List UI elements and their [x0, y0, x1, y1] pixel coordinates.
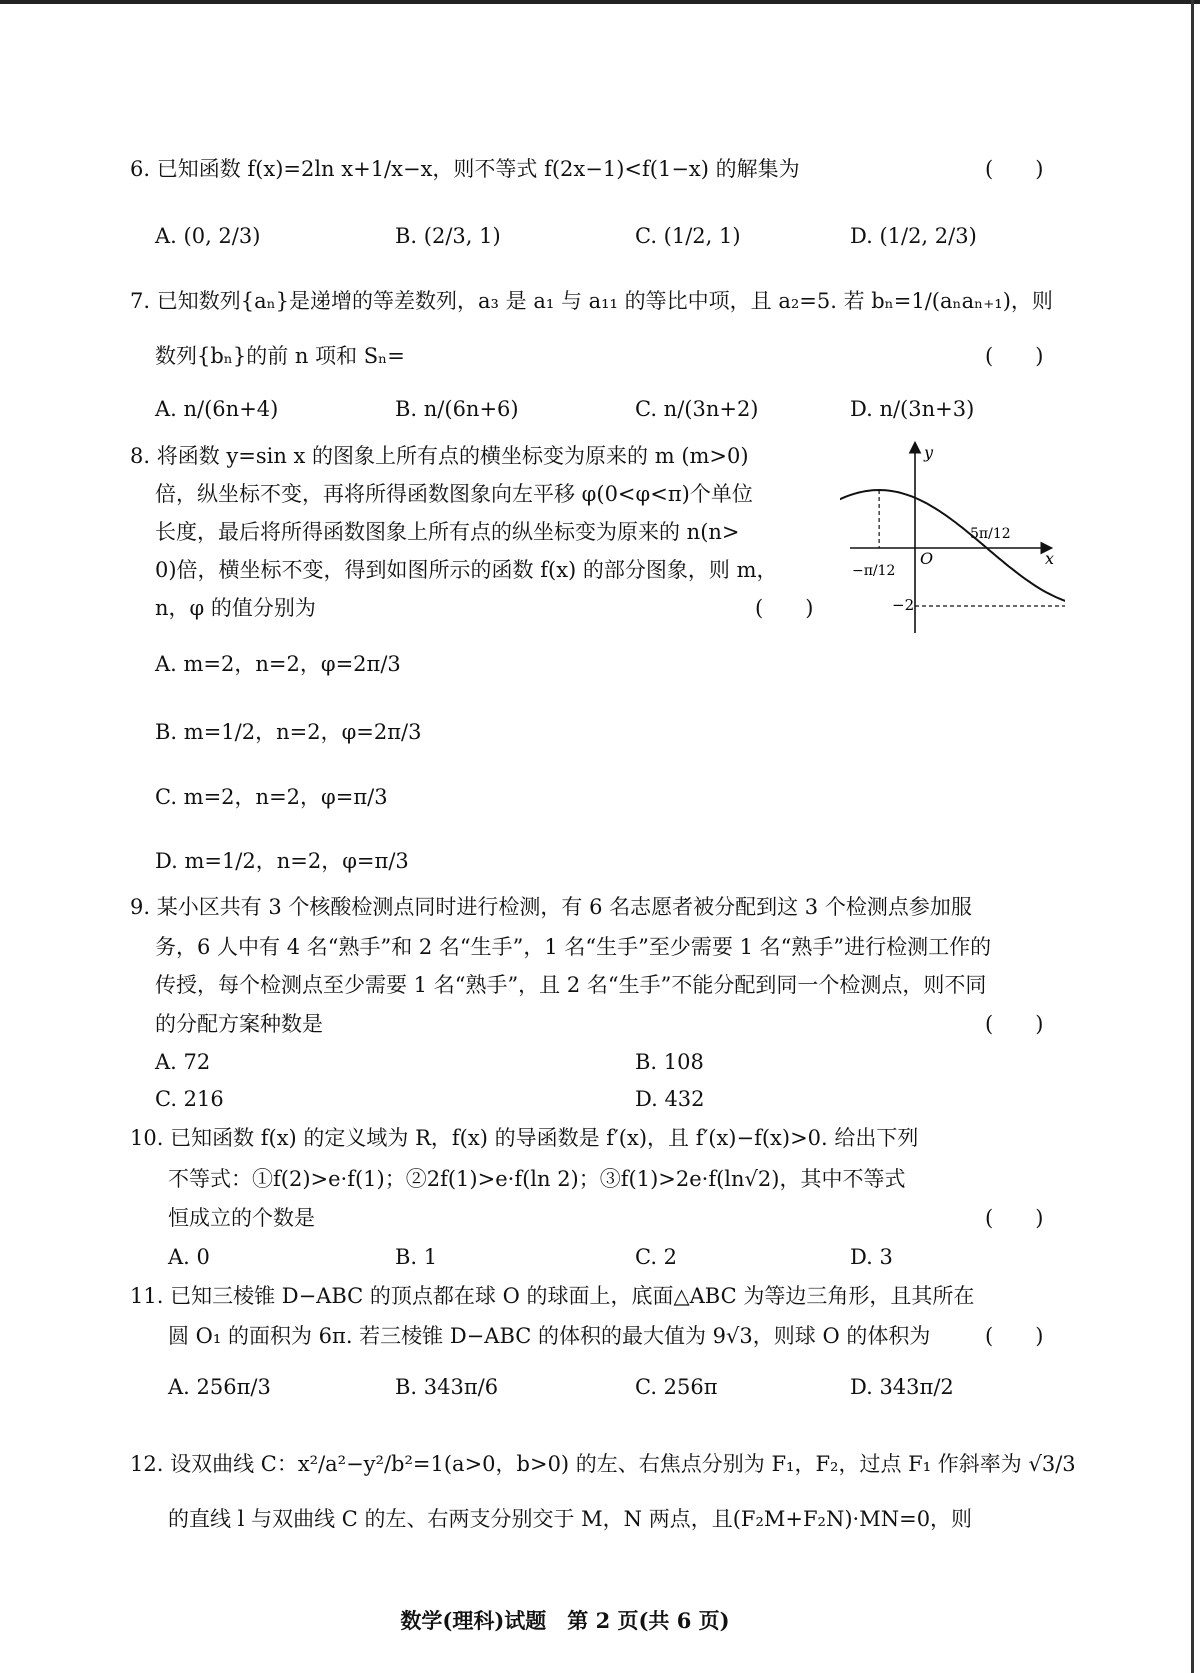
q6-paren: ( )	[985, 157, 1044, 181]
q8-line-4: 0)倍，横坐标不变，得到如图所示的函数 f(x) 的部分图象，则 m，	[155, 558, 778, 582]
q10-line-3: 恒成立的个数是	[168, 1206, 315, 1230]
q8-paren: ( )	[755, 596, 814, 620]
q9-option-a: A. 72	[155, 1050, 211, 1074]
q9-line-2: 务，6 人中有 4 名“熟手”和 2 名“生手”，1 名“生手”至少需要 1 名“熟手”进行检测工作的	[155, 935, 992, 959]
q8-line-5: n，φ 的值分别为	[155, 596, 316, 620]
q8-line-2: 倍，纵坐标不变，再将所得函数图象向左平移 φ(0<φ<π)个单位	[155, 482, 753, 506]
q7-option-a: A. n/(6n+4)	[155, 397, 279, 421]
q7-line-1: 7. 已知数列{aₙ}是递增的等差数列，a₃ 是 a₁ 与 a₁₁ 的等比中项，且 a₂=5. 若 bₙ=1/(aₙaₙ₊₁)，则	[130, 289, 1053, 313]
q12-line-2: 的直线 l 与双曲线 C 的左、右两支分别交于 M，N 两点，且(F₂M+F₂N)·MN=0，则	[168, 1507, 973, 1531]
y-axis-label: y	[924, 443, 934, 462]
top-border	[0, 0, 1200, 4]
q8-line-3: 长度，最后将所得函数图象上所有点的纵坐标变为原来的 n(n>	[155, 520, 740, 544]
q7-option-c: C. n/(3n+2)	[635, 397, 759, 421]
q9-option-d: D. 432	[635, 1087, 705, 1111]
q7-line-2: 数列{bₙ}的前 n 项和 Sₙ=	[155, 344, 405, 368]
q6-option-d: D. (1/2, 2/3)	[850, 224, 977, 248]
q10-option-c: C. 2	[635, 1245, 678, 1269]
q7-option-d: D. n/(3n+3)	[850, 397, 975, 421]
q10-option-b: B. 1	[395, 1245, 438, 1269]
q11-option-d: D. 343π/2	[850, 1375, 954, 1399]
tick-right-label: 5π/12	[970, 526, 1011, 542]
tick-min-label: −2	[892, 596, 915, 614]
origin-label: O	[920, 549, 934, 568]
q7-option-b: B. n/(6n+6)	[395, 397, 519, 421]
q9-line-4: 的分配方案种数是	[155, 1012, 323, 1036]
q6-option-a: A. (0, 2/3)	[155, 224, 261, 248]
x-axis-label: x	[1045, 549, 1055, 568]
q8-line-1: 8. 将函数 y=sin x 的图象上所有点的横坐标变为原来的 m (m>0)	[130, 444, 749, 468]
q8-option-a: A. m=2，n=2，φ=2π/3	[155, 652, 401, 676]
page-footer: 数学(理科)试题 第 2 页(共 6 页)	[400, 1608, 730, 1633]
q11-option-b: B. 343π/6	[395, 1375, 499, 1399]
tick-left-label: −π/12	[852, 563, 896, 579]
q7-paren: ( )	[985, 344, 1044, 368]
q11-line-2: 圆 O₁ 的面积为 6π. 若三棱锥 D−ABC 的体积的最大值为 9√3，则球 O 的体积为	[168, 1324, 931, 1348]
q8-option-d: D. m=1/2，n=2，φ=π/3	[155, 849, 409, 873]
q10-paren: ( )	[985, 1206, 1044, 1230]
q11-paren: ( )	[985, 1324, 1044, 1348]
q9-paren: ( )	[985, 1012, 1044, 1036]
q10-line-2: 不等式：①f(2)>e·f(1)；②2f(1)>e·f(ln 2)；③f(1)>2e·f(ln√2)，其中不等式	[168, 1167, 906, 1191]
right-border	[1191, 0, 1194, 1673]
q6-option-b: B. (2/3, 1)	[395, 224, 501, 248]
q6-line-1: 6. 已知函数 f(x)=2ln x+1/x−x，则不等式 f(2x−1)<f(1−x) 的解集为	[130, 157, 800, 181]
q8-option-c: C. m=2，n=2，φ=π/3	[155, 785, 388, 809]
q12-line-1: 12. 设双曲线 C：x²/a²−y²/b²=1(a>0，b>0) 的左、右焦点分别为 F₁，F₂，过点 F₁ 作斜率为 √3/3	[130, 1452, 1076, 1476]
q9-line-1: 9. 某小区共有 3 个核酸检测点同时进行检测，有 6 名志愿者被分配到这 3 个检测点参加服	[130, 895, 972, 919]
q6-option-c: C. (1/2, 1)	[635, 224, 741, 248]
q10-line-1: 10. 已知函数 f(x) 的定义域为 R，f(x) 的导函数是 f′(x)，且 f′(x)−f(x)>0. 给出下列	[130, 1126, 919, 1150]
q11-line-1: 11. 已知三棱锥 D−ABC 的顶点都在球 O 的球面上，底面△ABC 为等边三角形，且其所在	[130, 1284, 975, 1308]
q8-option-b: B. m=1/2，n=2，φ=2π/3	[155, 720, 422, 744]
q9-option-c: C. 216	[155, 1087, 224, 1111]
q8-sine-figure	[840, 438, 1065, 638]
q11-option-a: A. 256π/3	[168, 1375, 271, 1399]
q11-option-c: C. 256π	[635, 1375, 718, 1399]
q9-line-3: 传授，每个检测点至少需要 1 名“熟手”，且 2 名“生手”不能分配到同一个检测点，则不同	[155, 973, 987, 997]
q10-option-a: A. 0	[168, 1245, 210, 1269]
q10-option-d: D. 3	[850, 1245, 893, 1269]
q9-option-b: B. 108	[635, 1050, 704, 1074]
